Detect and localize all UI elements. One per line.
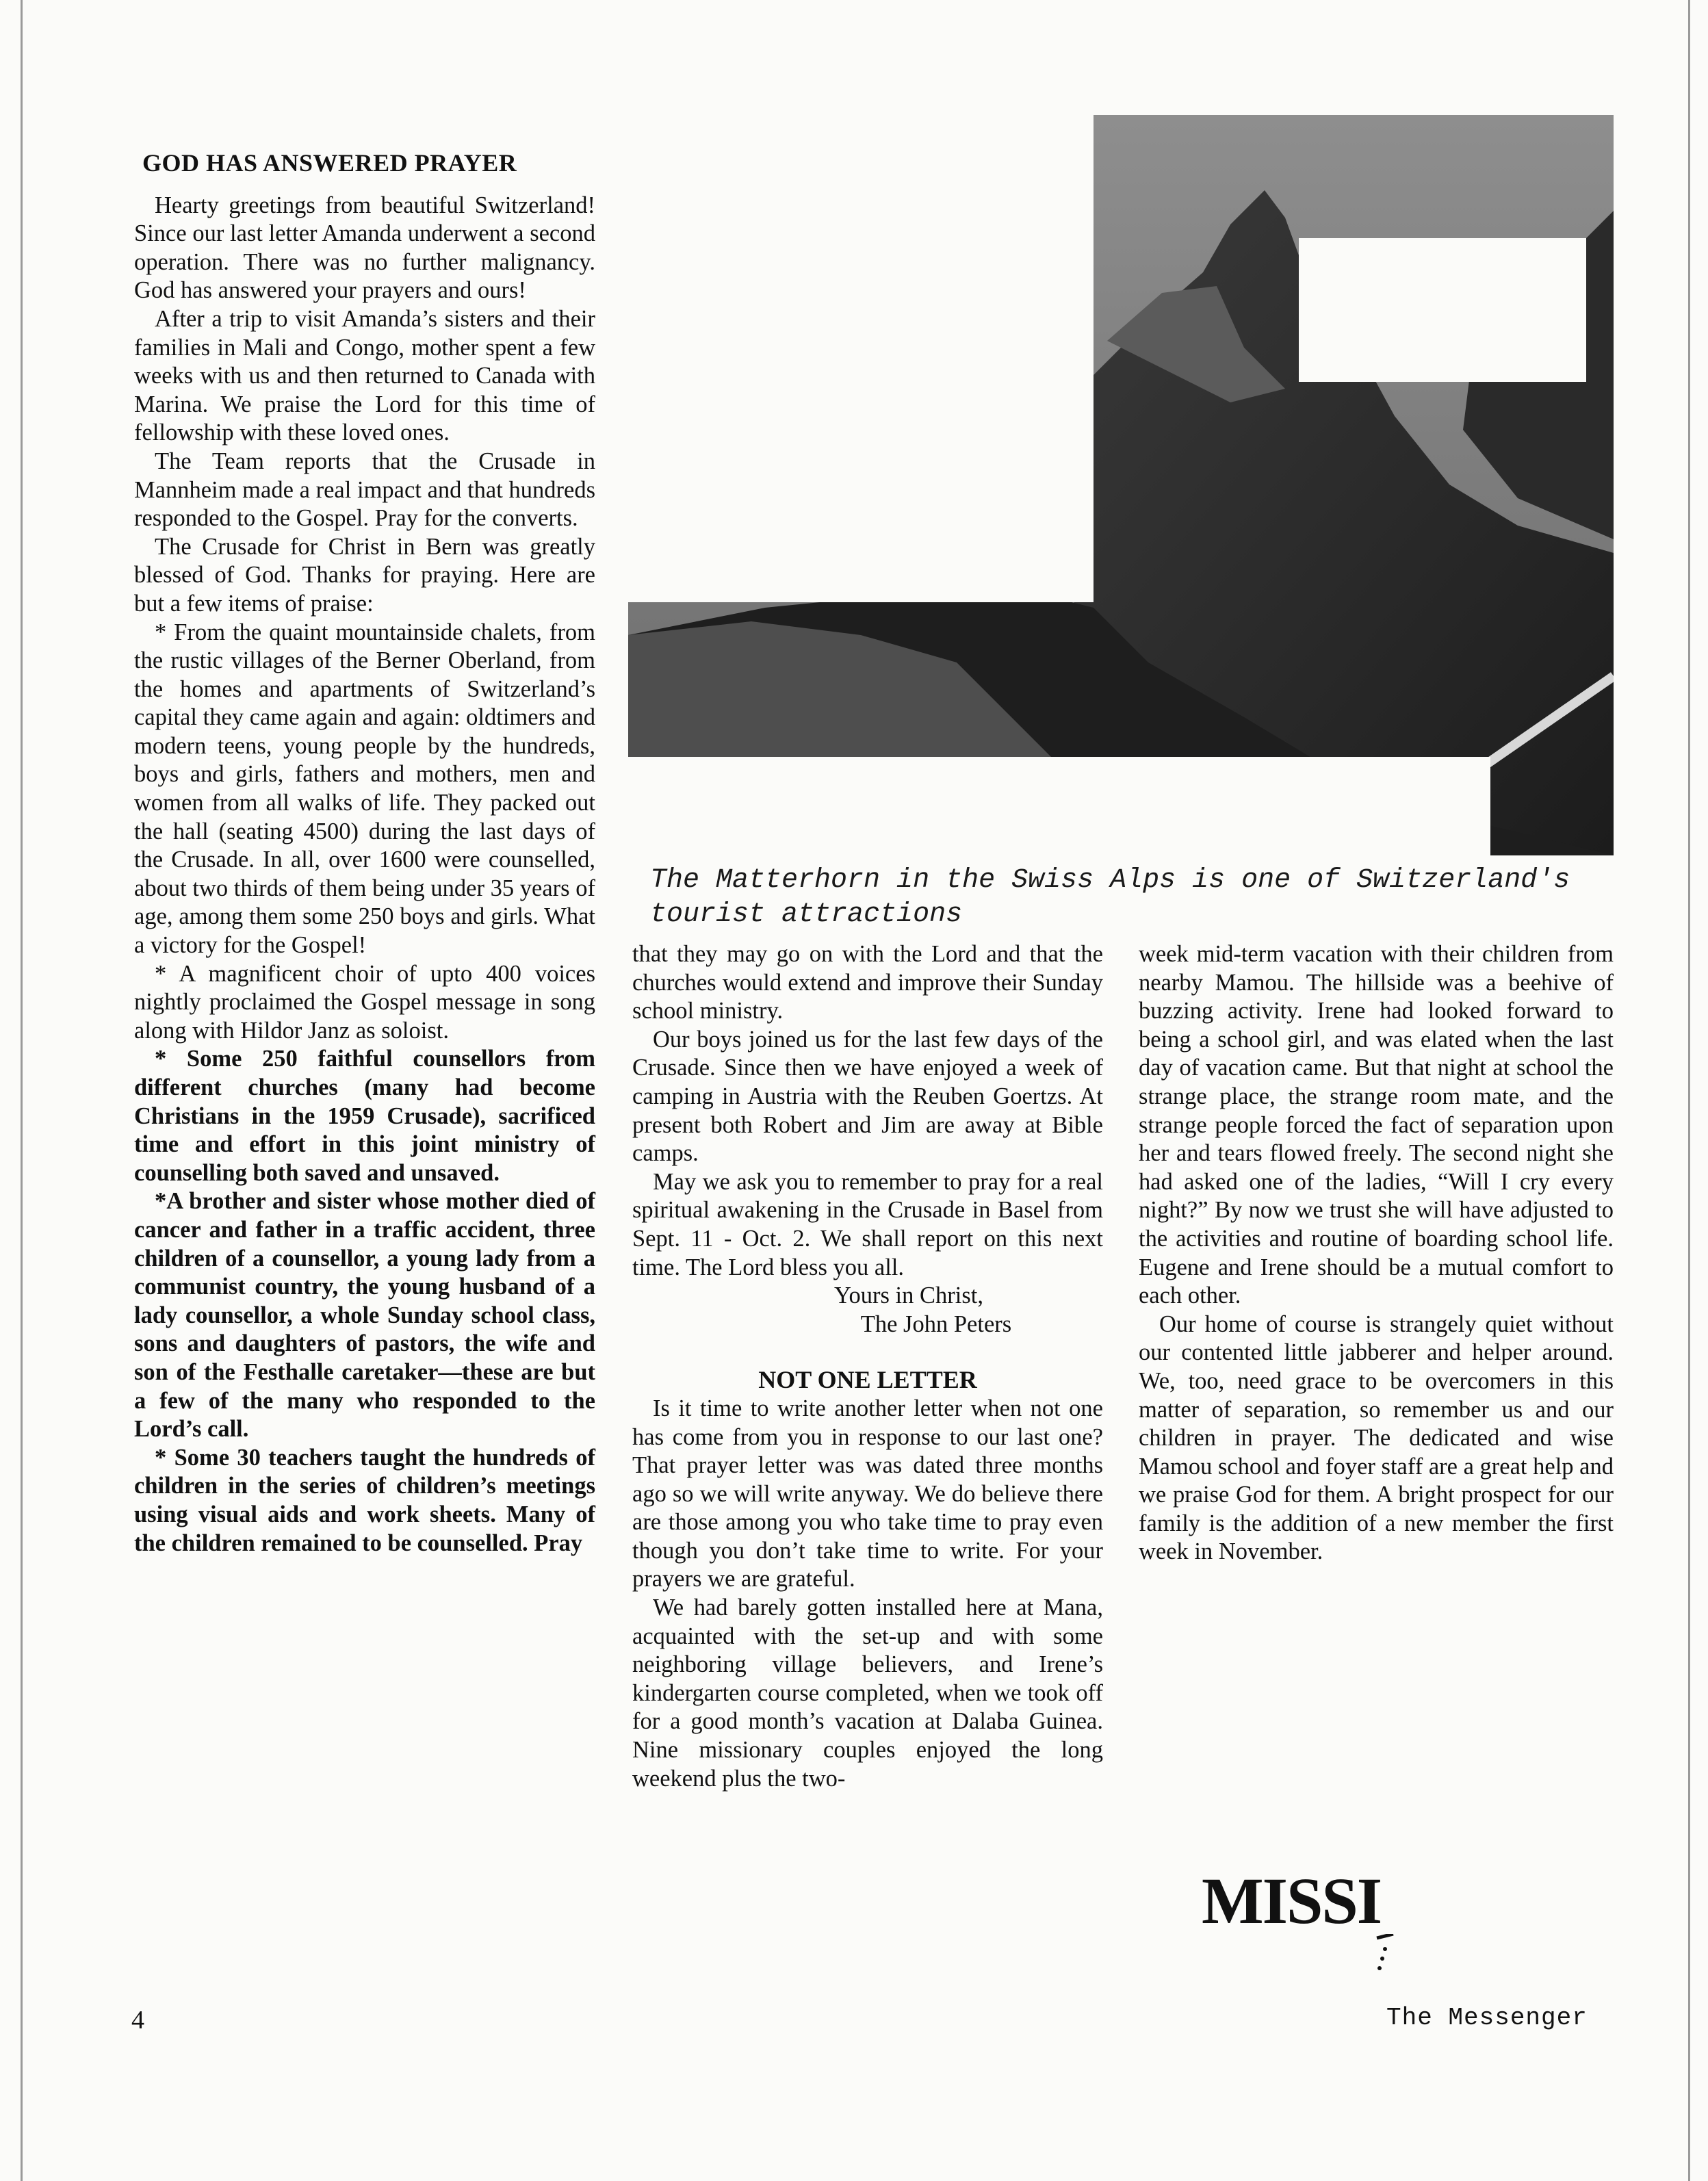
- article-column-3: [1139, 940, 1614, 1566]
- article-paragraph: *A brother and sister whose mother died of cancer and father in a traffic accident, three children of a counsellor, a young lady from a communist country, the young husband of a lady counsellor, a whole Sunday school class, sons and daughters of pastors, the wife and son of the Festhalle caretaker—these are but a few of the many who responded to the Lord’s call.: [134, 1188, 595, 1443]
- article-paragraph: The Team reports that the Crusade in Mannheim made a real impact and that hundreds responded to the Gospel. Pray for the converts.: [134, 448, 595, 532]
- photo-caption: The Matterhorn in the Swiss Alps is one of Switzerland's tourist attractions: [650, 865, 1570, 930]
- article-heading: GOD HAS ANSWERED PRAYER: [142, 149, 517, 177]
- article-paragraph: Our boys joined us for the last few days of the Crusade. Since then we have enjoyed a week of camping in Austria with the Reuben Goertzs. At present both Robert and Jim are away at Bible camps.: [632, 1026, 1103, 1167]
- article-paragraph: The Crusade for Christ in Bern was greatly blessed of God. Thanks for praying. Here are but a few items of praise:: [134, 533, 595, 617]
- page-number: 4: [131, 2006, 144, 2035]
- article-paragraph: After a trip to visit Amanda’s sisters and their families in Mali and Congo, mother spent a few weeks with us and then returned to Canada with Marina. We praise the Lord for this time of fellowship with these loved ones.: [134, 305, 595, 446]
- article-paragraph: week mid-term vacation with their children from nearby Mamou. The hillside was a beehive of buzzing activity. Irene had looked forward to being a school girl, and was elated when the last day of vacation came. But that night at school the strange place, the strange room mate, and the strange people forced the fact of separation upon her and tears flowed freely. The second night she had asked one of the ladies, “Will I cry every night?” By now we trust she will have adjusted to the activities and routine of boarding school life. Eugene and Irene should be a mutual comfort to each other.: [1139, 941, 1614, 1309]
- article-heading: NOT ONE LETTER: [758, 1366, 977, 1394]
- article-paragraph: Hearty greetings from beautiful Switzerland! Since our last letter Amanda underwent a second operation. There was no further malignancy. God has answered your prayers and ours!: [134, 192, 595, 304]
- article-paragraph: * From the quaint mountainside chalets, from the rustic villages of the Berner Oberland, from the homes and apartments of Switzerland’s capital they came again and again: oldtimers and modern teens, young people by the hundreds, boys and girls, fathers and mothers, men and women from all walks of life. They packed out the hall (seating 4500) during the last days of the Crusade. In all, over 1600 were counselled, about two thirds of them being under 35 years of age, among them some 250 boys and girls. What a victory for the Gospel!: [134, 619, 595, 959]
- article-paragraph: Is it time to write another letter when not one has come from you in response to our last one? That prayer letter was was dated three months ago so we will write anyway. We do believe there are those among you who take time to pray even though you don’t take time to write. For your prayers we are grateful.: [632, 1395, 1103, 1592]
- article-paragraph: We had barely gotten installed here at Mana, acquainted with the set-up and with some neighboring village believers, and Irene’s kindergarten course completed, when we took off for a good month’s vacation at Dalaba Guinea. Nine missionary couples enjoyed the long weekend plus the two-: [632, 1595, 1103, 1792]
- letter-closing: Yours in Christ,: [834, 1282, 983, 1309]
- article-paragraph: that they may go on with the Lord and that the churches would extend and improve their Sunday school ministry.: [632, 941, 1103, 1024]
- mission-logo: MISSI: [1202, 1864, 1382, 1937]
- article-paragraph: * Some 250 faithful counsellors from different churches (many had become Christians in the 1959 Crusade), sacrificed time and effort in this joint ministry of counselling both saved and unsaved.: [134, 1046, 595, 1186]
- mountain-illustration: [628, 115, 1614, 855]
- publication-title: The Messenger: [1386, 2004, 1588, 2032]
- matterhorn-photo: [628, 115, 1614, 855]
- article-paragraph: Our home of course is strangely quiet without our contented little jabberer and helper around. We, too, need grace to be overcomers in this matter of separation, so remember us and our children in prayer. The dedicated and wise Mamou school and foyer staff are a great help and we praise God for them. A bright prospect for our family is the addition of a new member the first week in November.: [1139, 1311, 1614, 1565]
- article-column-2: [632, 940, 1103, 1793]
- letter-signature: The John Peters: [860, 1311, 1012, 1337]
- article-paragraph: * Some 30 teachers taught the hundreds of children in the series of children’s meetings using visual aids and work sheets. Many of the children remained to be counselled. Pray: [134, 1444, 595, 1556]
- logo-decoration: [1374, 1934, 1395, 1982]
- article-column-1: [134, 145, 595, 1558]
- article-paragraph: May we ask you to remember to pray for a real spiritual awakening in the Crusade in Basel from Sept. 11 - Oct. 2. We shall report on this next time. The Lord bless you all.: [632, 1168, 1103, 1280]
- article-paragraph: * A magnificent choir of upto 400 voices nightly proclaimed the Gospel message in song along with Hildor Janz as soloist.: [134, 960, 595, 1044]
